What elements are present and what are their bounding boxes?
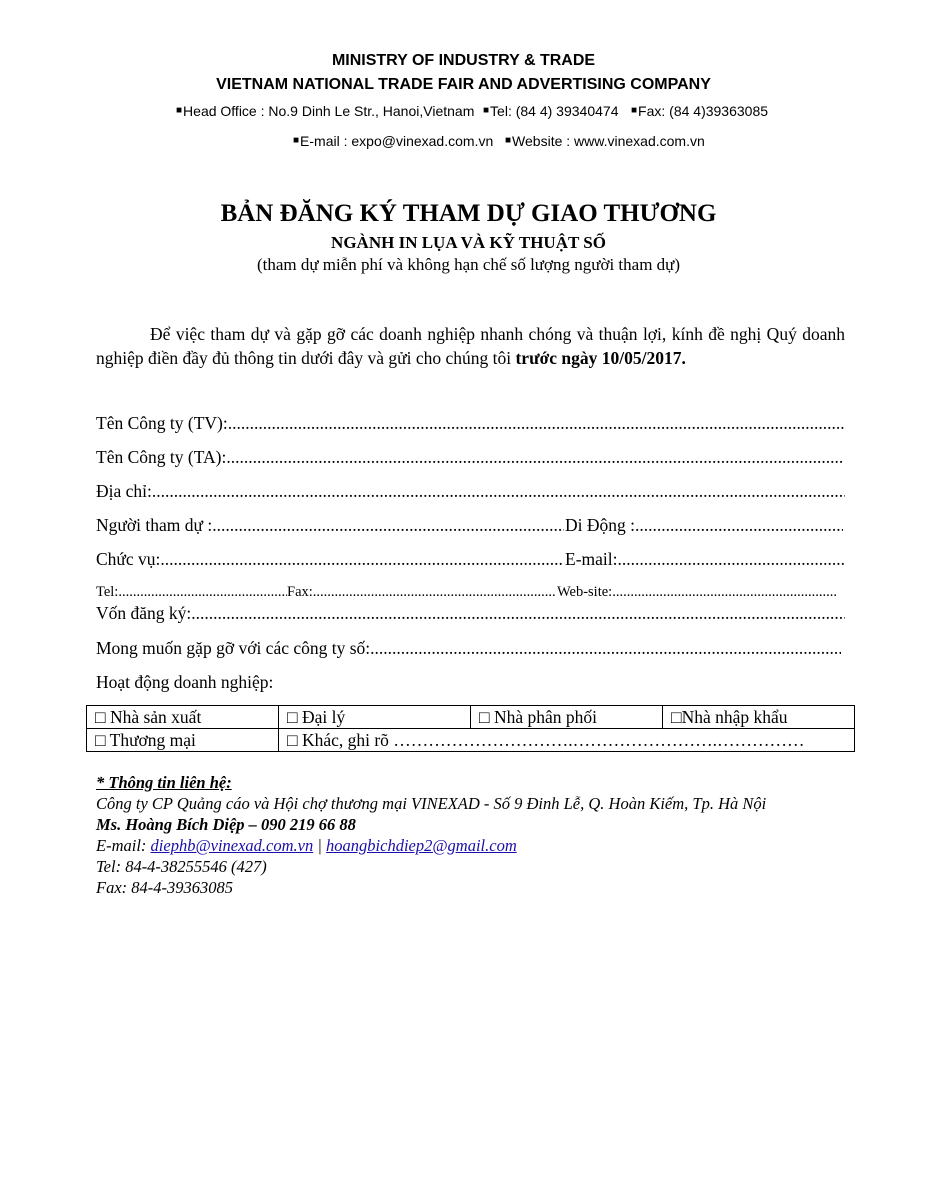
field-attendee[interactable]: [96, 515, 564, 536]
fill-line[interactable]: [370, 638, 841, 659]
contact-block: [96, 772, 766, 898]
tel-text: Tel: (84 4) 39340474: [490, 103, 619, 119]
field-label: E-mail:: [565, 549, 618, 569]
email-separator: |: [313, 836, 327, 855]
field-label: Di Động :: [565, 515, 635, 535]
contact-heading: * Thông tin liên hệ:: [96, 773, 232, 792]
head-office-fax: [631, 103, 768, 119]
field-meet-wish[interactable]: [96, 638, 841, 659]
table-row: [87, 706, 855, 729]
field-website[interactable]: [557, 584, 838, 601]
field-email[interactable]: [565, 549, 844, 570]
field-position[interactable]: [96, 549, 564, 570]
org-name-company: VIETNAM NATIONAL TRADE FAIR AND ADVERTISING COMPANY: [216, 76, 711, 93]
fill-line[interactable]: [612, 584, 838, 601]
document-subtitle: NGÀNH IN LỤA VÀ KỸ THUẬT SỐ: [331, 233, 606, 252]
document-title: BẢN ĐĂNG KÝ THAM DỰ GIAO THƯƠNG: [220, 200, 717, 227]
org-name-ministry: MINISTRY OF INDUSTRY & TRADE: [331, 52, 596, 69]
intro-text: Để việc tham dự và gặp gỡ các doanh nghiệp nhanh chóng và thuận lợi, kính đề nghị Quý doanh nghiệp điền đầy đủ thông tin dưới đây và gửi cho chúng tôi: [96, 324, 845, 368]
head-office-email: [293, 133, 493, 149]
fill-line[interactable]: [226, 447, 843, 468]
field-company-vn[interactable]: [96, 413, 845, 434]
activity-table: [86, 705, 855, 752]
checkbox-agent[interactable]: □ Đại lý: [279, 706, 471, 729]
fax-text: Fax: (84 4)39363085: [638, 103, 769, 119]
checkbox-importer[interactable]: □Nhà nhập khẩu: [663, 706, 855, 729]
field-company-en[interactable]: [96, 447, 843, 468]
activity-heading: [96, 672, 273, 693]
head-office-address: [176, 103, 474, 119]
field-label: Mong muốn gặp gỡ với các công ty số:: [96, 638, 371, 658]
intro-paragraph: [96, 322, 845, 370]
deadline-text: trước ngày 10/05/2017.: [515, 348, 686, 368]
email-link-1[interactable]: diephb@vinexad.com.vn: [150, 836, 314, 855]
fill-line[interactable]: [228, 413, 845, 434]
field-label: Hoạt động doanh nghiệp:: [96, 672, 274, 692]
fill-line[interactable]: [212, 515, 564, 536]
email-label: E-mail:: [96, 836, 151, 855]
field-address[interactable]: [96, 481, 845, 502]
document-note: (tham dự miễn phí và không hạn chế số lượng người tham dự): [256, 255, 681, 274]
contact-email-line: [96, 835, 766, 856]
field-capital[interactable]: [96, 603, 845, 624]
contact-company: Công ty CP Quảng cáo và Hội chợ thương mại VINEXAD - Số 9 Đinh Lễ, Q. Hoàn Kiếm, Tp. Hà Nội: [96, 794, 767, 813]
email-link-2[interactable]: hoangbichdiep2@gmail.com: [326, 836, 517, 855]
fill-line[interactable]: [313, 584, 555, 601]
field-label: Vốn đăng ký:: [96, 603, 192, 623]
bullet-icon: ■: [631, 105, 638, 116]
fill-line[interactable]: [160, 549, 564, 570]
field-label: Địa chỉ:: [96, 481, 152, 501]
fill-line[interactable]: [118, 584, 287, 601]
fill-line[interactable]: [617, 549, 844, 570]
head-office-website: [505, 133, 705, 149]
head-office-tel: [483, 103, 618, 119]
field-label: Chức vụ:: [96, 549, 161, 569]
fill-line[interactable]: [152, 481, 845, 502]
contact-tel: Tel: 84-4-38255546 (427): [96, 857, 267, 876]
field-label: Fax:: [287, 584, 313, 600]
fill-line[interactable]: [191, 603, 845, 624]
field-label: Web-site:: [557, 584, 613, 600]
bullet-icon: ■: [505, 135, 512, 146]
field-fax[interactable]: [287, 584, 555, 601]
field-label: Tel:: [96, 584, 119, 600]
field-tel[interactable]: [96, 584, 287, 601]
contact-person: Ms. Hoàng Bích Diệp – 090 219 66 88: [96, 815, 356, 834]
bullet-icon: ■: [176, 105, 183, 116]
field-mobile[interactable]: [565, 515, 843, 536]
bullet-icon: ■: [483, 105, 490, 116]
website-text: Website : www.vinexad.com.vn: [512, 133, 705, 149]
field-label: Tên Công ty (TA):: [96, 447, 227, 467]
field-label: Người tham dự :: [96, 515, 213, 535]
email-text: E-mail : expo@vinexad.com.vn: [300, 133, 494, 149]
contact-fax: Fax: 84-4-39363085: [96, 878, 234, 897]
checkbox-distributor[interactable]: □ Nhà phân phối: [471, 706, 663, 729]
field-label: Tên Công ty (TV):: [96, 413, 228, 433]
checkbox-other[interactable]: □ Khác, ghi rõ ………………………….…………………….……………: [279, 729, 855, 752]
checkbox-manufacturer[interactable]: □ Nhà sản xuất: [87, 706, 279, 729]
bullet-icon: ■: [293, 135, 300, 146]
table-row: [87, 729, 855, 752]
checkbox-trade[interactable]: □ Thương mại: [87, 729, 279, 752]
head-office-text: Head Office : No.9 Dinh Le Str., Hanoi,Vietnam: [183, 103, 475, 119]
fill-line[interactable]: [635, 515, 843, 536]
